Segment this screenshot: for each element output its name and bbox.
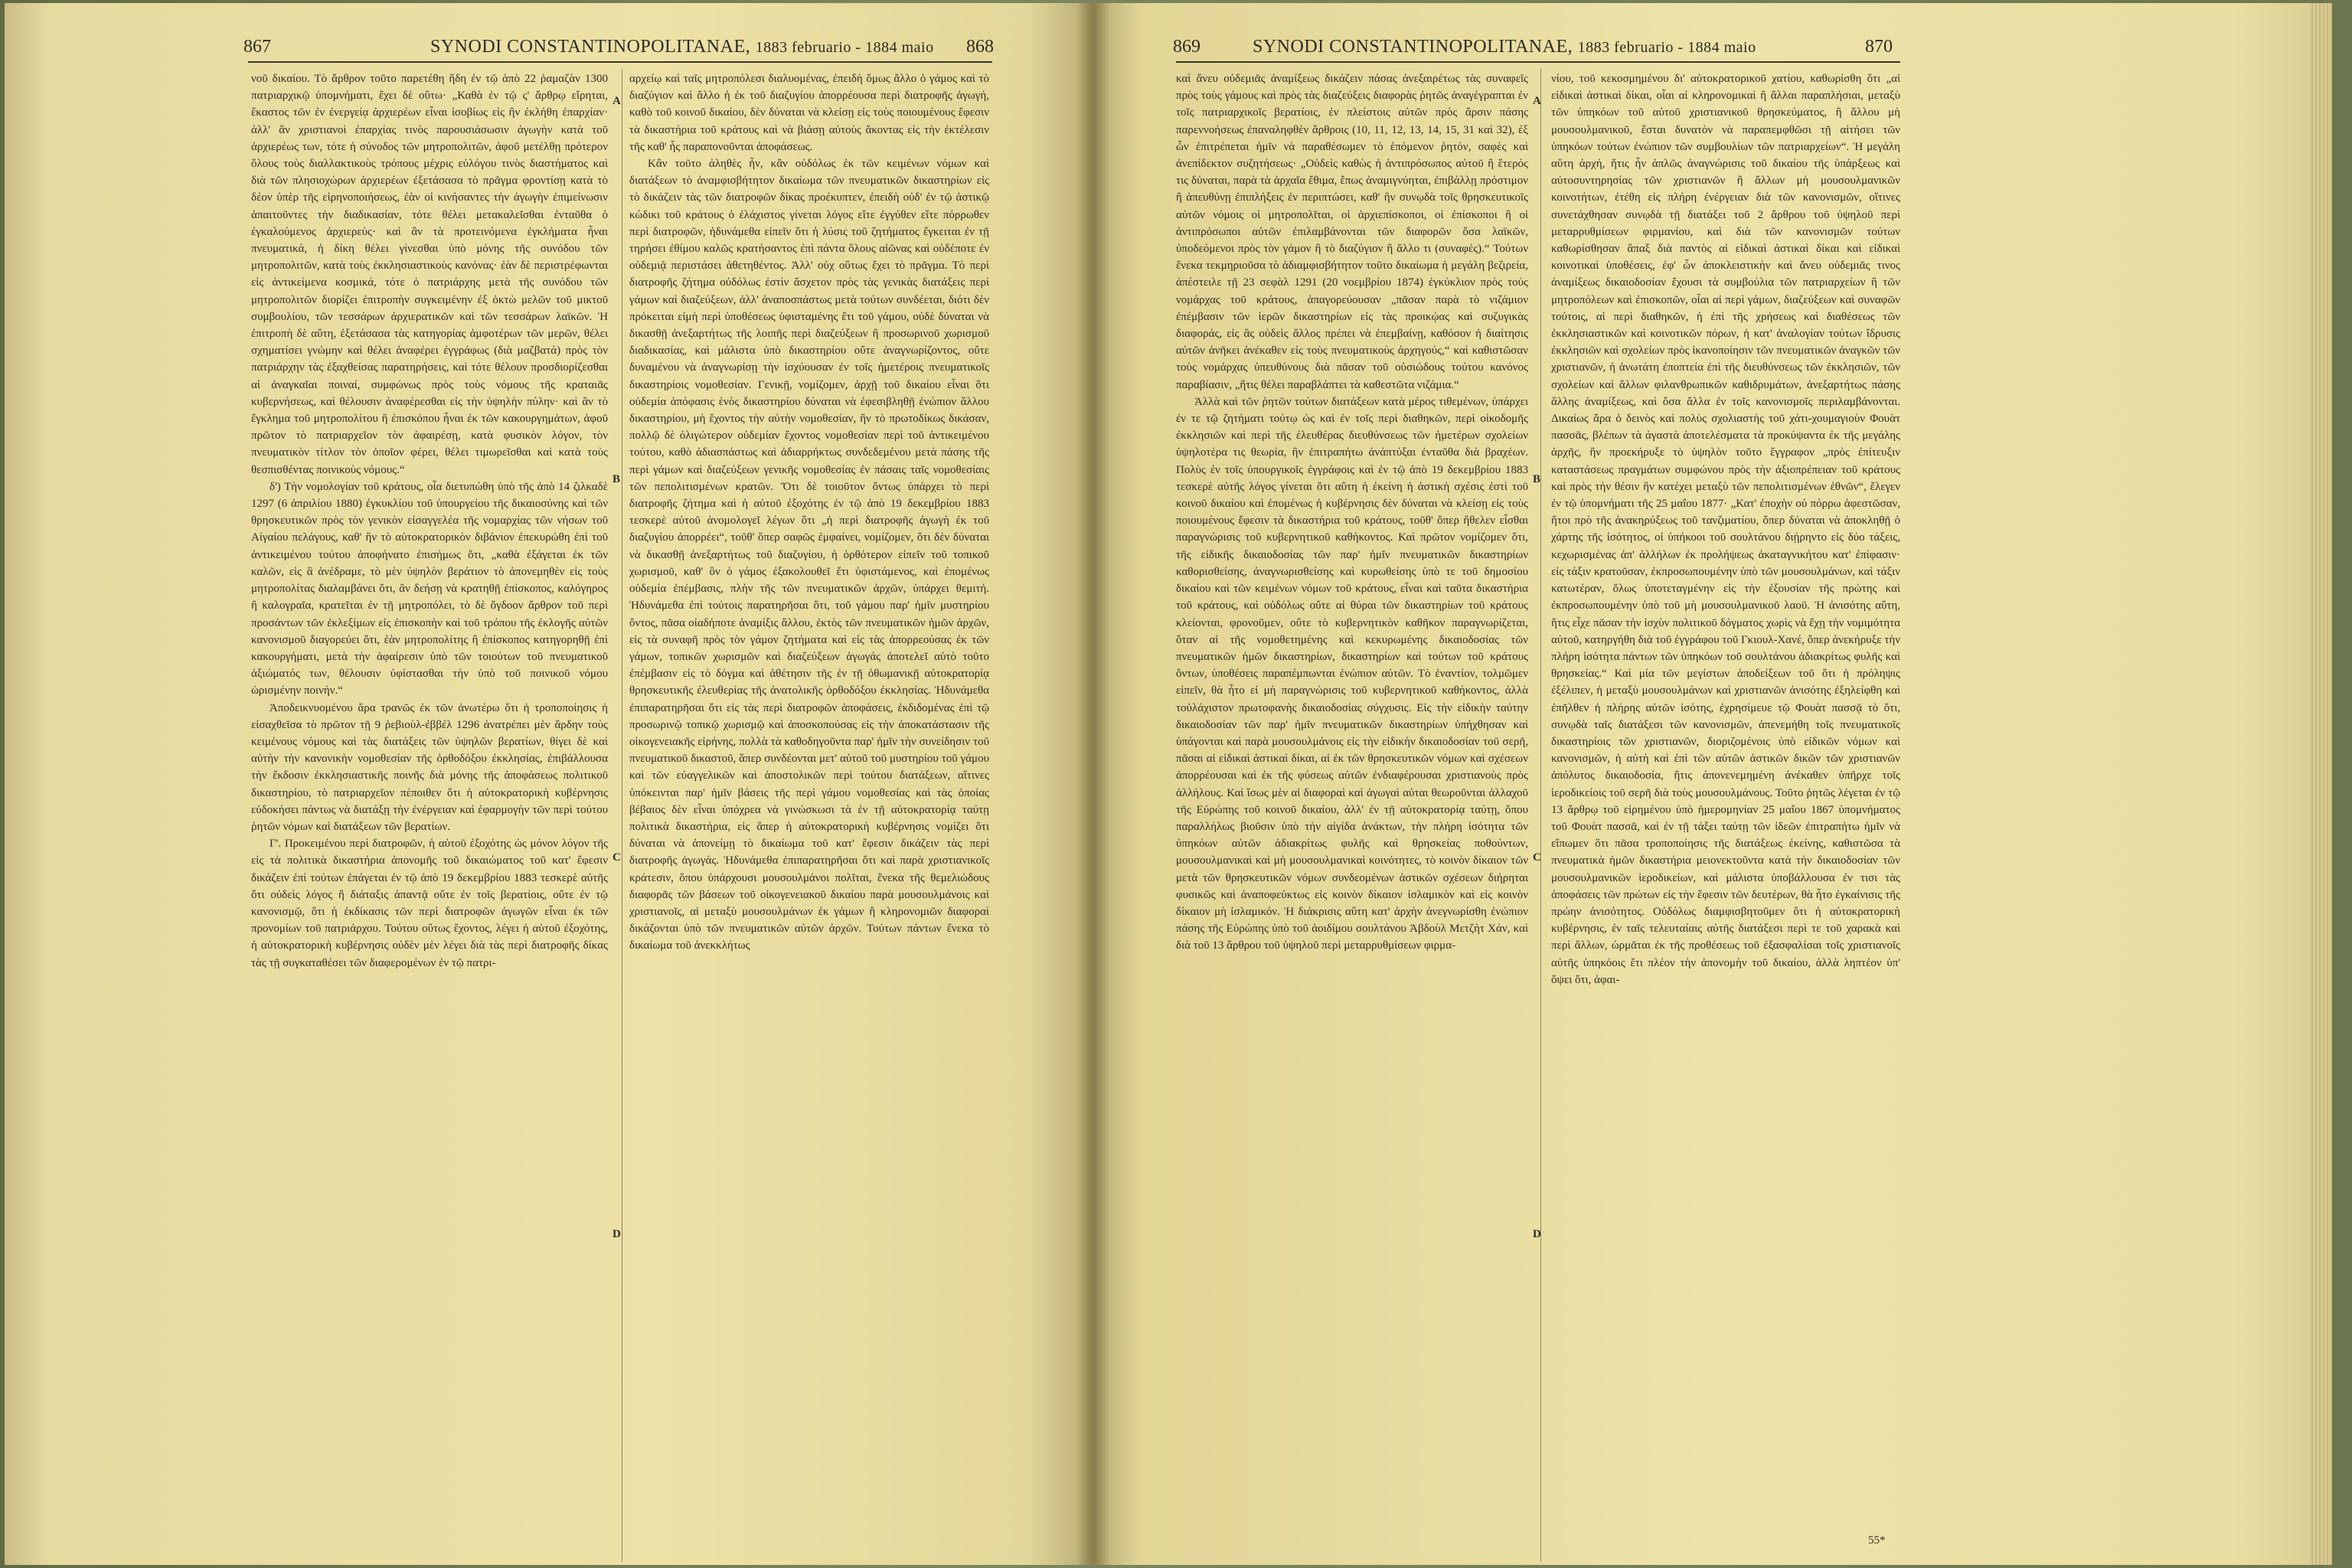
paragraph: καὶ ἄνευ οὐδεμιᾶς ἀναμίξεως δικάζειν πάσας ἀνεξαιρέτως τὰς συναφεῖς πρὸς τοὺς γάμους καὶ πρὸς τὰς διαζεύξεις διαφορὰς ῥητῶς ἀναγέγραπται ἐν τοῖς πατριαρχικοῖς βερατίοις, ἐν πλείστοις αὐτῶν πρὸς ἄρσιν πάσης παρεννοήσεως ἐπαναληφθὲν ἄρθροις (10, 11, 12, 13, 14, 15, 31 καὶ 32), ἐξ ὧν ἐπιτρέπεται ἡμῖν νὰ παραθέσωμεν τὸ ἑπόμενον ῥητόν, σαφὲς καὶ ἀνεπίδεκτον συζητήσεως· „Οὐδεὶς καθὼς ἡ ἀντιπρόσωπος αὐτοῦ ἢ ἕτερός τις δύναται, παρὰ τὰ ἀρχαῖα ἔθιμα, ἔπως ἀναμιγνύηται, ἐπιβάλλῃ πρόστιμον ἢ ἀπευθύνῃ ἐπιπλήξεις ἐν περιπτώσει, καθ' ἣν συνῳδὰ τοῖς θρησκευτικοῖς αὐτῶν νόμοις οἱ μητροπολῖται, οἱ ἀρχιεπίσκοποι, οἱ ἐπίσκοποι ἢ οἱ ἀντιπρόσωποι αὐτῶν ἐπιλαμβάνονται τῶν διαφορῶν ὅσα λαϊκῶν, ὑποδεόμενοι πρὸς τὸν γάμον ἢ τὸ διαζύγιον ἢ ἄλλο τι (συναφές).“ Τούτων ἕνεκα τεκμηριοῦσα τὸ ἀδιαμφισβήτητον τοῦτο δικαίωμα ἡ μεγάλη βεζιρεία, ἀπέστειλε τῇ 23 σεφὰλ 1291 (20 νοεμβρίου 1874) ἐγκύκλιον πρὸς τοὺς νομάρχας τοῦ κράτους, ἀπαγορεύουσαν „πᾶσαν παρὰ τὸ νιζάμιον ἐπέμβασιν τῶν ἱερῶν δικαστηρίων εἰς τὰς προικῴας καὶ συζυγικὰς διαφοράς, εἰς ἃς οὐδεὶς ἄλλος πρέπει νὰ ἐπεμβαίνῃ, καθόσον ἡ διαίτησις αὐτῶν ἀνῆκει ἀνέκαθεν εἰς τοὺς πνευματικοὺς ἀρχηγούς,“ καὶ καθιστῶσαν τοὺς νομάρχας ὑπευθύνους διὰ πᾶσαν τοῦ οὐσιώδους τούτου κανόνος παραβίασιν, „ἥτις θέλει παραβλάπτει τὰ καθεστῶτα νιζάμια.“	[1176, 73, 1528, 391]
margin-letter-a: A	[612, 95, 621, 107]
signature-mark: 55*	[1868, 1534, 1886, 1547]
left-page	[5, 3, 1092, 1565]
page-number-867: 867	[243, 37, 271, 57]
running-title-text: SYNODI CONSTANTINOPOLITANAE,	[430, 37, 751, 57]
paragraph: Γ'. Προκειμένου περὶ διατροφῶν, ἡ αὐτοῦ ἐξοχότης ὡς μόνον λόγον τῆς εἰς τὰ πολιτικὰ δικαστήρια ἀπονομῆς τοῦ δικαιώματος τοῦ κατ' ἔφεσιν δικάζειν ἐπὶ τούτων ἐπάγεται ἐν τῷ ἀπὸ 19 δεκεμβρίου 1883 τεσκερὲ αὐτῆς ὅτι οὐδεὶς λόγος ἢ διάταξις ἀπαντᾷ οὔτε ἐν τοῖς βερατίοις, οὔτε ἐν τῷ κανονισμῷ, ὅτι ἡ ἐκδίκασις τῶν περὶ διατροφῶν ἀγωγῶν εἶναι ἐκ τῶν προνομίων τοῦ πατριάρχου. Τούτου οὕτως ἔχοντος, λέγει ἡ αὐτοῦ ἐξοχότης, ἡ αὐτοκρατορικὴ κυβέρνησις οὐδὲν μὲν λέγει διὰ τὰς περὶ διατροφῆς δίκας τὰς τῇ συγκαταθέσει τῶν διαφερομένων ἐν τῷ πατρι-	[251, 838, 608, 969]
left-page-header	[5, 37, 1092, 67]
page-edges	[2309, 3, 2332, 1565]
running-title-text: SYNODI CONSTANTINOPOLITANAE,	[1253, 37, 1573, 57]
header-rule	[248, 61, 992, 63]
running-title	[430, 37, 934, 57]
paragraph: δ') Τὴν νομολογίαν τοῦ κράτους, οἷα διετυπώθη ὑπὸ τῆς ἀπὸ 14 ζιλκαδὲ 1297 (6 ἀπριλίου 1880) ἐγκυκλίου τοῦ ὑπουργείου τῆς δικαιοσύνης καὶ τῶν θρησκευτικῶν πρὸς τὸν γενικὸν εἰσαγγελέα τῆς νομαρχίας τῶν νήσων τοῦ Αἰγαίου πελάγους, καθ' ἣν τὸ αὐτοκρατορικὸν διβάνιον ἐπεκυρώθη ἐπὶ τοῦ ἀντικειμένου τούτου ἀποφήνατο ἐπισήμως ὅτι, „καθὰ ἐξάγεται ἐκ τῶν καλῶν, εἰς ἃ ἀνέδραμε, τὸ μὲν ὑψηλὸν βεράτιον τὸ ἀπονεμηθὲν εἰς τοὺς μητροπολίτας διαλαμβάνει ὅτι, ἂν δεήσῃ νὰ κρατηθῇ ἐπίσκοπος, καλόγηρος ἢ καλογραῖα, κρατεῖται ἐν τῇ μητροπόλει, τὸ δὲ ὄγδοον ἄρθρον τοῦ περὶ προσάντων τῶν ἐκλεξίμων εἰς ἐπισκοπὴν καὶ τοῦ τρόπου τῆς ἐκλογῆς αὐτῶν κανονισμοῦ διαγορεύει ὅτι, ἐὰν μητροπολίτης ἢ ἐπίσκοπος κατηγορηθῇ ἐπὶ κακουργήματι, μετὰ τὴν ἀφαίρεσιν ὑπὸ τῶν τοιούτων τοῦ πνευματικοῦ ἀξιώματός των, θέλουσιν ὑφίστασθαι τὴν ὑπὸ τοῦ ποινικοῦ νόμου ὡρισμένην ποινήν.“	[251, 480, 608, 697]
margin-letter-c: C	[612, 851, 621, 864]
open-book	[5, 3, 2340, 1565]
margin-letter-b: B	[1533, 473, 1541, 485]
running-title	[1253, 37, 1756, 57]
paragraph: νοῦ δικαίου. Τὸ ἄρθρον τοῦτο παρετέθη ἤδη ἐν τῷ ἀπὸ 22 ῥαμαζὰν 1300 πατριαρχικῷ ὑπομνήματι, ἔχει δὲ οὕτω· „Καθὰ ἐν τῷ ς' ἄρθρῳ εἴρηται, ἕκαστος τῶν ἐν ἐνεργείᾳ ἀρχιερέων εἶναι ἰσοβίως εἰς ἣν ἐκλήθη ἐπαρχίαν· ἀλλ' ἂν χριστιανοὶ ἐπαρχίας τινὸς παρουσιάσωσιν ἀγωγὴν κατὰ τοῦ ἀρχιερέως των, τότε ἡ σύνοδος τῶν μητροπολιτῶν, ἀφοῦ μετέλθῃ πρότερον ὅλους τοὺς διαλλακτικοὺς τρόπους μέχρις εὐλόγου τινὸς διαστήματος καὶ διὰ τῶν πλησιοχώρων ἀρχιερέων ἐξετάσασα τὸ πρᾶγμα φροντίσῃ κατὰ τὸ δέον ὑπὲρ τῆς εἰρηνοποιήσεως, ἐὰν οἱ κινήσαντες τὴν ἀγωγὴν ἐπιμείνωσιν ἀπαιτοῦντες τὴν διαδικασίαν, τότε θέλει μετακαλεῖσθαι ἐνταῦθα ὁ ἐγκαλούμενος ἀρχιερεὺς· καὶ ἂν τὰ προτεινόμενα ἐγκλήματα ἦναι πνευματικά, ἡ δίκη θέλει γίνεσθαι ὑπὸ μόνης τῆς συνόδου τῶν μητροπολιτῶν, κατὰ τοὺς ἐκκλησιαστικοὺς κανόνας· ἐὰν δὲ περιστρέφωνται εἰς ἀντικείμενα κοσμικά, τότε ὁ πατριάρχης μετὰ τῆς συνόδου τῶν μητροπολιτῶν διορίζει ἐπιτροπὴν συγκειμένην ἐξ ὀκτὼ μελῶν τοῦ μικτοῦ συμβουλίου, τῶν τεσσάρων ἀρχιερατικῶν καὶ τῶν τεσσάρων λαϊκῶν. Ἡ ἐπιτροπὴ δὲ αὕτη, ἐξετάσασα τὰς κατηγορίας ἀμφοτέρων τῶν μερῶν, θέλει σχηματίσει γνώμην καὶ θέλει ἀναφέρει ἐγγράφως (διὰ μαζβατά) πρὸς τὸν πατριάρχην τὰς ἐξαχθείσας παρατηρήσεις, καὶ τότε θέλουν προσδιορίζεσθαι αἱ ἀναγκαῖαι ποιναί, συμφώνως πρὸς τοὺς νόμους τῆς κραταιᾶς κυβερνήσεως, καὶ θέλουσιν ἀναφέρεσθαι εἰς τὴν ὑψηλὴν πύλην· καὶ ἂν τὸ ἔγκλημα τοῦ μητροπολίτου ἢ ἐπισκόπου ἦναι ἐκ τῶν κακουργημάτων, ἀφοῦ πρῶτον τὸ πατριαρχεῖον τὸν ἀφαιρέσῃ, κατὰ φυσικὸν λόγον, τὸν πνευματικὸν τίτλον τὸν ὁποῖον φέρει, θέλει τιμωρεῖσθαι καὶ κατὰ τοὺς θεσπισθέντας ποινικοὺς νόμους.“	[251, 73, 608, 476]
paragraph: Ἀλλὰ καὶ τῶν ῥητῶν τούτων διατάξεων κατὰ μέρος τιθεμένων, ὑπάρχει ἐν τε τῷ ζητήματι τούτῳ ὡς καὶ ἐν τοῖς περὶ διαθηκῶν, περὶ οἰκοδομῆς ἐκκλησιῶν καὶ περὶ τῆς ἐλευθέρας διευθύνσεως τῶν ἡμετέρων σχολείων ὑψηλοτέρα τις θεωρία, ἣν ἐπιτραπήτω ἀνάπτύξαι ἐνταῦθα διὰ βραχέων. Πολὺς ἐν τοῖς ὑπουργικοῖς ἐγγράφοις καὶ ἐν τῷ ἀπὸ 19 δεκεμβρίου 1883 τεσκερὲ αὐτῆς λόγος γίνεται ὅτι αὕτη ἡ ἐκείνη ἡ ἀστικὴ σχέσις ἐστὶ τοῦ κοινοῦ δικαίου καὶ ἐπομένως ἡ κυβέρνησις δὲν δύναται νὰ κλείσῃ εἰς τοὺς ποιουμένους ἔφεσιν τὰ δικαστήρια τοῦ κράτους, τοῦθ' ὅπερ ἤθελεν εἶσθαι παραγνώρισις τοῦ κυβερνητικοῦ καθήκοντος. Καὶ πρῶτον νομίζομεν ὅτι, τῆς εἰδικῆς δικαιοδοσίας τῶν παρ' ἡμῖν πνευματικῶν δικαστηρίων καθορισθείσης, ἀναγνωρισθείσης καὶ κυρωθείσης ὑπὸ τε τοῦ δημοσίου δικαίου καὶ τῶν κειμένων νόμων τοῦ κράτους, εἶναι καὶ ταῦτα δικαστήρια τοῦ κράτους, καὶ οὐδόλως οὔτε αἱ θύραι τῶν δικαστηρίων τοῦ κράτους κλείονται, φρονοῦμεν, οὔτε τὸ κυβερνητικὸν καθῆκον παραγνωρίζεται, ὅταν αἱ τῆς νομοθετημένης καὶ κεκυρωμένης δικαιοδοσίας τῶν πνευματικῶν ἡμῶν δικαστηρίων, δικαστηρίων καὶ τούτων τοῦ κράτους ὄντων, ὑποθέσεις παραπέμπωνται ἐνώπιον αὐτῶν. Τὸ ἐναντίον, τολμῶμεν εἰπεῖν, θὰ ἦτο εἰ μὴ παραγνώρισις τοῦ κυβερνητικοῦ καθήκοντος, ἀλλὰ τοὐλάχιστον πρωτοφανὴς δικαιοδοσίας σύγχυσις. Εἰς τὴν εἰδικὴν ταύτην δικαιοδοσίαν τῶν παρ' ἡμῖν πνευματικῶν δικαστηρίων ὑπήχθησαν καὶ ὑπάγονται καὶ παρὰ μουσουλμάνοις εἰς τὴν εἰδικὴν δικαιοδοσίαν τοῦ σερῆ, πᾶσαι αἱ εἰδικαὶ ἀστικαὶ δίκαι, αἱ ἐκ τῶν θρησκευτικῶν νόμων καὶ σχέσεων ἀπορρέουσαι καὶ ἐκ τῆς φύσεως αὐτῶν ἐνδιαφέρουσαι χριστιανοὺς πρὸς ἀλλήλους. Καὶ ἴσως μὲν αἱ διαφοραὶ καὶ ἀγωγαὶ αὐται θεωροῦνται ἀλλαχοῦ τῆς Εὐρώπης τοῦ κοινοῦ δικαίου, ἀλλ' ἐν τῇ αὐτοκρατορίᾳ ταύτῃ, ὅπου παραλλήλως βιοῦσιν ὑπὸ τὴν αἰγίδα ἀνάκτων, τὴν πλήρη ἰσότητα τῶν ὑπηκόων αὐτῶν ἀδιακρίτως φυλῆς καὶ θρησκείας ποθούντων, μουσουλμανικαὶ καὶ μὴ μουσουλμανικαὶ κοινότητες, τὸ κοινὸν δίκαιον τῶν μετὰ τῶν θρησκευτικῶν νόμων συνδεομένων ἀστικῶν σχέσεων διήρηται φυσικῶς καὶ ἀναποφεύκτως εἰς κοινὸν δίκαιον ἰσλαμικὸν καὶ εἰς κοινὸν δίκαιον μὴ ἰσλαμικόν. Ἡ διάκρισις αὕτη κατ' ἀρχὴν ἀνεγνωρίσθη ἐνώπιον πάσης τῆς Εὐρώπης ὑπὸ τοῦ ἀοιδίμου σουλτάνου Ἀβδοὺλ Μετζὴτ Χάν, καὶ διὰ τοῦ 13 ἄρθρου τοῦ ὑψηλοῦ περὶ μεταρρυθμίσεων φιρμα-	[1176, 395, 1528, 952]
margin-letter-d: D	[612, 1228, 621, 1240]
running-title-dates: 1883 februario - 1884 maio	[755, 39, 934, 56]
margin-letter-a: A	[1533, 95, 1541, 107]
right-page-column-1	[1176, 70, 1528, 1565]
left-page-column-2	[629, 70, 989, 1565]
right-page-column-2	[1551, 70, 1900, 1565]
page-number-869: 869	[1173, 37, 1200, 57]
running-title-dates: 1883 februario - 1884 maio	[1577, 39, 1756, 56]
header-rule	[1176, 61, 1900, 63]
margin-letter-d: D	[1533, 1228, 1541, 1240]
paragraph: νίου, τοῦ κεκοσμημένου δι' αὐτοκρατορικοῦ χατίου, καθωρίσθη ὅτι „αἱ εἰδικαὶ ἀστικαὶ δίκαι, οἷαι αἱ κληρονομικαὶ ἢ ἄλλαι παραπλήσιαι, μεταξὺ τῶν ὑπηκόων τοῦ αὐτοῦ χριστιανικοῦ θρησκεύματος, ἢ ἄλλου μὴ μουσουλμανικοῦ, ἔσται δυνατὸν νὰ παραπεμφθῶσι τῇ αἰτήσει τῶν ὑπηκόων τούτων ἐνώπιον τῶν συμβουλίων τῶν πατριαρχείων“. Ἡ μεγάλη αὕτη ἀρχή, ἥτις ἦν ἁπλῶς ἀναγνώρισις τοῦ δικαίου τῆς ὑπάρξεως καὶ αὐτοσυντηρησίας τῶν χριστιανῶν ἢ ἄλλων μὴ μουσουλμανικῶν κοινοτήτων, ἐτέθη εἰς πλήρη ἐνέργειαν διὰ τῶν κανονισμῶν, οἵτινες συνετάχθησαν συνῳδὰ τῇ διατάξει τοῦ 2 ἄρθρου τοῦ ὑψηλοῦ περὶ μεταρρυθμίσεων φιρμανίου, καὶ διὰ τῶν κανονισμῶν τούτων καθωρίσθησαν ἅπαξ διὰ παντὸς αἱ εἰδικαὶ ἀστικαὶ δίκαι καὶ εἰδικαὶ κοινοτικαὶ ὑποθέσεις, ἐφ' ὧν ἀποκλειστικὴν καὶ ἄνευ οὐδεμιᾶς τινος ἀναμίξεως δικαιοδοσίαν ἔχουσι τὰ συμβούλια τῶν πατριαρχείων ἢ τῶν μητροπόλεων καὶ ἐπισκοπῶν, οἷαι αἱ περὶ γάμων, διαζεύξεων καὶ συναφῶν τούτοις, αἱ περὶ διαθηκῶν, ἡ ἐπὶ τῆς χρήσεως καὶ διαθέσεως τῶν ἐκκλησιαστικῶν καὶ κοινοτικῶν πόρων, ἡ κατ' ἀναλογίαν τούτων ἵδρυσις ἐκκλησιῶν καὶ σχολείων πρὸς ἱκανοποίησιν τῶν πνευματικῶν ἀναγκῶν τῶν χριστιανῶν, ἡ ἀνωτάτη ἐποπτεία ἐπὶ τῆς διευθύνσεως τῶν ἐκκλησιῶν, τῶν σχολείων καὶ ἄλλων φιλανθρωπικῶν καθιδρυμάτων, ἀνεξαρτήτως πάσης ἄλλης ἀναμίξεως, καὶ ὅσα ἄλλα ἐν τοῖς κανονισμοῖς περιλαμβάνονται. Δικαίως ἄρα ὁ δεινὸς καὶ πολὺς σχολιαστὴς τοῦ χάτι-χουμαγιοὺν Φουὰτ πασσᾶς, βλέπων τὰ ἀγαστὰ ἀποτελέσματα τὰ προκύψαντα ἐκ τῆς μεγάλης ἀρχῆς, ἣν προεκήρυξε τὸ ὑψηλὸν τοῦτο ἔγγραφον „πρὸς ἐπίτευξιν καταστάσεως πραγμάτων συμφώνου πρὸς τὴν ἀξιοπρέπειαν τοῦ κράτους καὶ πρὸς τὴν θέσιν ἣν κατέχει μεταξὺ τῶν πεπολιτισμένων ἐθνῶν“, ἔλεγεν ἐν τῷ ὑπομνήματι τῆς 25 μαΐου 1877· „Κατ' ἐποχὴν οὐ πόρρω ἀφεστῶσαν, ἤτοι πρὸ τῆς ἀνακηρύξεως τοῦ τανζιματίου, ὅπερ δύναται νὰ ἀποκληθῇ ὁ χάρτης τῆς ἰσότητος, οἱ ὑπήκοοι τοῦ σουλτάνου διῄρηντο εἰς δύο τάξεις, κεχωρισμένας ἀπ' ἀλλήλων ἐκ προλήψεως ἀκαταγνικήτου κατ' ἐπίφασιν· εἰς τάξιν κρατοῦσαν, ἐκπροσωπουμένην ὑπὸ τῶν μουσουλμάνων, καὶ τάξιν κατωτέραν, ὅλως ὑποτεταγμένην εἰς τὴν ἐξουσίαν τῆς πρώτης καὶ ἐκπροσωπουμένην ὑπὸ τοῦ μὴ μουσουλμανικοῦ λαοῦ. Ἡ ἀνισότης αὕτη, ἥτις εἶχε πᾶσαν τὴν ἰσχὺν πολιτικοῦ δόγματος χωρὶς νὰ ἔχῃ τὴν νομιμότητα αὐτοῦ, κατηργήθη διὰ τοῦ ἐγγράφου τοῦ Γκιουλ-Χανέ, ὅπερ ἀνεκήρυξε τὴν πλήρη ἰσότητα πάντων τῶν ὑπηκόων τοῦ σουλτάνου ἀδιακρίτως φυλῆς καὶ θρησκείας.“ Καὶ μία τῶν μεγίστων ἀποδείξεων τοῦ ὅτι ἡ πρόληψις ἐξέλιπεν, ἡ μεταξὺ μουσουλμάνων καὶ χριστιανῶν ἀνισότης ἐξηλείφθη καὶ ἐπῆλθεν ἡ πλήρης αὐτῶν ἰσότης, ἐχρησίμευε τῷ Φουὰτ πασσᾷ τὸ ὅτι, συνῳδὰ ταῖς διατάξεσι τῶν κανονισμῶν, ἀπενεμήθη τοῖς πνευματικοῖς δικαστηρίοις τῶν χριστιανῶν, διοριζομένοις ὑπὸ εἰδικῶν νόμων καὶ κανονισμῶν, ἡ αὐτὴ καὶ ἐπὶ τῶν αὐτῶν ἀστικῶν δικῶν τῶν χριστιανῶν ἀπόλυτος δικαιοδοσία, ἥτις ἀπονενεμημένη ἀνέκαθεν ὑπῆρχε τοῖς ἱεροδικείοις τοῦ σερῆ διὰ τοὺς μουσουλμάνους. Τοῦτο ῥητῶς λέγεται ἐν τῷ 13 ἄρθρῳ τοῦ εἰρημένου ὑπὸ ἡμερομηνίαν 25 μαΐου 1867 ὑπομνήματος τοῦ Φουὰτ πασσᾶ, καὶ ἐν τῇ τάξει ταύτῃ τῶν ἰδεῶν ἐπιτραπήτω ἡμῖν νὰ εἴπωμεν ὅτι πᾶσα τροποποίησις τῆς διατάξεως ἐκείνης, καθιστῶσα τὰ πνευματικὰ ἡμῶν δικαστήρια μειονεκτοῦντα κατὰ τὴν δικαιοδοσίαν τῶν μουσουλμανικῶν ἱεροδικείων, καὶ μάλιστα ὑποβάλλουσα ἐν τισι τὰς ἀποφάσεις τῶν πρώτων εἰς τὴν ἔφεσιν τῶν δευτέρων, θὰ ἦτο ἐγκαίνισις τῆς πρώην ἀνισότητος. Οὐδόλως διαμφισβητοῦμεν ὅτι ἡ αὐτοκρατορικὴ κυβέρνησις, ἐν ταῖς τελευταίαις αὐτῆς διατάξεσι περὶ τε τοῦ χαρακὰ καὶ περὶ ἄλλων, ὡρμᾶται ἐκ τῆς προθέσεως τοῦ ἐξασφαλίσαι τοῖς χριστιανοῖς αὐτῆς ὑπηκόοις ἔτι πλέον τὴν ἀπονομὴν τοῦ δικαίου, ἀλλὰ ληπτέον ὑπ' ὄψει ὅτι, ἀφαι-	[1551, 73, 1900, 986]
paragraph: Κἂν τοῦτο ἀληθὲς ἦν, κἂν οὐδόλως ἐκ τῶν κειμένων νόμων καὶ διατάξεων τὸ ἀναμφισβήτητον δικαίωμα τῶν πνευματικῶν δικαστηρίων εἰς τὸ δικάζειν τὰς τῶν διατροφῶν δίκας προέκυπτεν, ἐπειδὴ οὐδ' ἐν τῷ ἀστικῷ κώδικι τοῦ κράτους ὁ ἐλάχιστος γίνεται λόγος εἴτε ἐγγύθεν εἴτε πόρρωθεν περὶ διατροφῶν, ἠδυνάμεθα εἰπεῖν ὅτι ἡ λύσις τοῦ ζητήματος ἔγκειται ἐν τῇ τηρήσει ἐθίμου καλῶς κρατήσαντος ἐπὶ πάντα ὅλους αἰῶνας καὶ οὐδέποτε ἐν οὐδεμιᾷ περιστάσει ἀθετηθέντος. Ἀλλ' οὐχ οὕτως ἔχει τὸ πρᾶγμα. Τὸ περὶ διατροφῆς ζήτημα οὐδόλως ἐστὶν ἄσχετον πρὸς τὰς γενικὰς διατάξεις περὶ γάμων καὶ διαζεύξεων, ἀλλ' ἀναποσπάστως μετὰ τούτων συνδέεται, διότι δὲν πρόκειται εἰμὴ περὶ ὑποθέσεως ὑφισταμένης ἔτι τοῦ γάμου, οὐδὲ δύναται νὰ δικασθῇ ἀνεξαρτήτως τῆς λοιπῆς περὶ διαζεύξεων ἢ προσωρινοῦ χωρισμοῦ διαδικασίας, καὶ μάλιστα ὑπὸ δικαστηρίου οὔτε ἀναγνωρίζοντος, οὔτε δυναμένου νὰ ἀναγνωρίσῃ τὴν ἰσχύουσαν ἐν τοῖς ἡμετέροις πνευματικοῖς δικαστηρίοις νομοθεσίαν. Γενικῇ, νομίζομεν, ἀρχῇ τοῦ δικαίου εἶναι ὅτι οὐδεμία ἀπόφασις ἑνὸς δικαστηρίου δύναται νὰ ἐφεσιβληθῇ ἐνώπιον ἄλλου δικαστηρίου, μὴ ἔχοντος τὴν αὐτὴν νομοθεσίαν, ἣν τὸ πρωτοδίκως δικάσαν, πολλῷ δὲ ὀλιγώτερον οὐδεμίαν ἔχοντος νομοθεσίαν περὶ τοῦ ἀντικειμένου τούτου, καθὸ ἀδιασπάστως καὶ ἀδιαρρήκτως συνδεδεμένου μετὰ πάσης τῆς περὶ γάμων καὶ διαζεύξεων γενικῆς νομοθεσίας ἐν πάσαις ταῖς νομοθεσίαις τῶν πεπολιτισμένων κρατῶν. Ὅτι δὲ τοιοῦτον ὄντως ὑπάρχει τὸ περὶ διατροφῆς ζήτημα καὶ ἡ αὐτοῦ ἐξοχότης ἐν τῷ ἀπὸ 19 δεκεμβρίου 1883 τεσκερὲ αὐτοῦ ἀνομολογεῖ λέγων ὅτι „ἡ περὶ διατροφῆς ἀγωγὴ ἐκ τοῦ διαζυγίου ἀπορρέει“, τοῦθ' ὅπερ σαφῶς ἐμφαίνει, νομίζομεν, ὅτι δὲν δύναται νὰ δικασθῇ ἀνεξαρτήτως τοῦ διαζυγίου, ἡ ὁρθότερον εἰπεῖν τοῦ τοπικοῦ χωρισμοῦ, καθ' ὃν ὁ γάμος ἐξακολουθεῖ ἔτι ὑφιστάμενος, καὶ ἐπομένως οὐδεμία ἐπέμβασις, πλὴν τῆς τῶν πνευματικῶν ἀρχῶν, ὑπάρχει θεμιτή. Ἠδυνάμεθα ἐπὶ τούτοις παρατηρῆσαι ὅτι, τοῦ γάμου παρ' ἡμῖν μυστηρίου ὄντος, πᾶσα οἰαδήποτε ἀναμίξις ἄλλου, ἐκτὸς τῶν πνευματικῶν ἡμῶν ἀρχῶν, εἰς τὰ συναφῆ πρὸς τὸν γάμον ζητήματα καὶ εἰς τὰς ἀπορρεούσας ἐκ τῶν γάμων, τοπικῶν χωρισμῶν καὶ διαζεύξεων ἀγωγάς ἀποτελεῖ αὐτὸ τοῦτο ἐπέμβασιν εἰς τὸ δόγμα καὶ ἀθέτησιν τῆς ἐν τῇ ὀθωμανικῇ αὐτοκρατορίᾳ θρησκευτικῆς ἐλευθερίας τῆς ἀνατολικῆς ὀρθοδόξου ἐκκλησίας. Ἠδυνάμεθα ἐπιπαρατηρῆσαι ὅτι εἰς τὰς περὶ διατροφῶν ἀποφάσεις, ἐκδιδομένας ἐπὶ τῷ προσωρινῷ τοπικῷ χωρισμῷ καὶ ἀποσκοπούσας εἰς τὴν ἀποκατάστασιν τῆς οἰκογενειακῆς εἰρήνης, πολλὰ τὰ καθοδηγοῦντα παρ' ἡμῖν τὴν συνείδησιν τοῦ πνευματικοῦ δικαστοῦ, ἅπερ συνδέονται μετ' αὐτοῦ τοῦ μυστηρίου τοῦ γάμου καὶ τῶν εὐαγγελικῶν καὶ ἀποστολικῶν περὶ τούτου διατάξεων, αἵτινες ὑπόκεινται παρ' ἡμῖν βάσεις τῆς περὶ γάμου νομοθεσίας καὶ τὰς ὁποίας βέβαιος δὲν εἶναι ὑπόχρεα νὰ γινώσκωσι τὰ ἐν τῇ αὐτοκρατορίᾳ ταύτῃ πολιτικὰ δικαστήρια, εἰς ἅπερ ἡ αὐτοκρατορικὴ κυβέρνησις νομίζει ὅτι δύναται νὰ ἀπονείμῃ τὸ δικαίωμα τοῦ κατ' ἔφεσιν δικάζειν τὰς περὶ διατροφῆς ἀγωγάς. Ἠδυνάμεθα ἐπιπαρατηρῆσαι ὅτι καὶ παρὰ χριστιανικοῖς κράτεσιν, ὅπου ὑπάρχουσι μουσουλμάνοι πολῖται, ἕνεκα τῆς θεμελιώδους διαφορᾶς τῶν βάσεων τοῦ οἰκογενειακοῦ δικαίου παρὰ μουσουλμάνοις καὶ χριστιανοῖς, αἱ μεταξὺ μουσουλμάνων ἐκ γάμων ἢ κληρονομιῶν διαφοραὶ δικάζονται ὑπὸ τῶν πνευματικῶν αὐτῶν ἀρχῶν. Τούτων πάντων ἕνεκα τὸ δικαίωμα τοῦ ἀνεκκλήτως	[629, 158, 989, 952]
right-page-header	[1092, 37, 2332, 67]
paragraph: Ἀποδεικνυομένου ἄρα τρανῶς ἐκ τῶν ἀνωτέρω ὅτι ἡ τροποποίησις ἡ εἰσαχθεῖσα τὸ πρῶτον τῇ 9 ῥεβιοὺλ-ἐββέλ 1296 ἀνατρέπει μὲν ἄρδην τοὺς κειμένους νόμους καὶ τὰς διατάξεις τῶν ὑψηλῶν βερατίων, θίγει δὲ καὶ αὐτὴν τὴν κανονικὴν νομοθεσίαν τῆς ὀρθοδόξου ἐκκλησίας, ἐπιβάλλουσα τὴν ἔκδοσιν ἐκκλησιαστικῆς ποινῆς διὰ μόνης τῆς ἀποφάσεως πολιτικοῦ δικαστηρίου, τὸ πατριαρχεῖον πέποιθεν ὅτι ἡ αὐτοκρατορικὴ κυβέρνησις εὐδοκήσει πάντως νὰ διατάξῃ τὴν ἐνέργειαν καὶ ἐφαρμογὴν τῶν περὶ τούτου ῥητῶν νόμων καὶ διατάξεων τῶν βερατίων.	[251, 701, 608, 833]
column-divider	[1540, 69, 1541, 1562]
page-number-870: 870	[1865, 37, 1893, 57]
paragraph: αρχείῳ καὶ ταῖς μητροπόλεσι διαλυομένας, ἐπειδὴ ὅμως ἄλλο ὁ γάμος καὶ τὸ διαζύγιον καὶ ἄλλο ἡ ἐκ τοῦ διαζυγίου ἀπορρέουσα περὶ διατροφῆς ἀγωγή, καθὸ τοῦ κοινοῦ δικαίου, δὲν δύναται νὰ κλείσῃ εἰς τοὺς ποιουμένους ἔφεσιν τὰ δικαστήρια τοῦ κράτους καὶ νὰ βιάσῃ αὐτοὺς ἄκοντας εἰς τὴν ἐκτέλεσιν τῆς καθ' ἧς παραπονοῦνται ἀποφάσεως.	[629, 73, 989, 153]
book-gutter	[1076, 3, 1110, 1565]
left-page-column-1	[251, 70, 608, 1565]
margin-letter-b: B	[612, 473, 621, 485]
page-number-868: 868	[966, 37, 994, 57]
margin-letter-c: C	[1533, 851, 1541, 864]
right-page	[1092, 3, 2332, 1565]
